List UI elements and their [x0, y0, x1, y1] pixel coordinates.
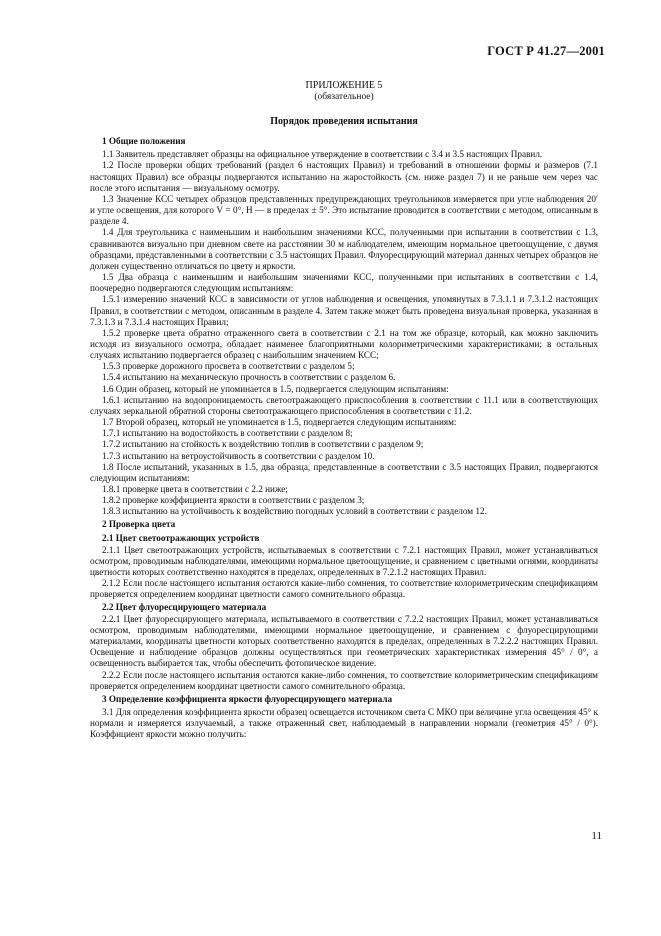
paragraph: 1.6.1 испытанию на водопроницаемость светоотражающего приспособления в соответствии с 11.1 или в соответствующих случаях зеркальной обратной стороны светоотражающего приспособления в соответствии с 11.2. [90, 394, 598, 416]
paragraph: 3.1 Для определения коэффициента яркости образец освещается источником света C МКО при величине угла освещения 45° к нормали и измеряется излучаемый, а также отраженный свет, наблюдаемый в направлении нормали (геометрия 45° / 0°). Коэффициент яркости можно получить: [90, 706, 598, 740]
paragraph: 2.2.1 Цвет флуоресцирующего материала, испытываемого в соответствии с 7.2.2 настоящих Правил, может устанавливаться осмотром, проводимым наблюдателями, имеющими нормальное цветоощущение, и сравнением с флуоресцирующими материалами, координаты цветности которых соответственно находятся в пределах, определенных в 7.2.2.2 настоящих Правил. Освещение и наблюдение образцов должны осуществляться при геометрических характеристиках измерения 45° / 0°, а освещенность выбирается так, чтобы обеспечить фотопическое видение. [90, 613, 598, 669]
paragraph: 1.8.2 проверке коэффициента яркости в соответствии с разделом 3; [102, 495, 365, 506]
subheading-retroreflector-color: 2.1 Цвет светоотражающих устройств [102, 532, 260, 543]
paragraph: 1.4 Для треугольника с наименьшим и наибольшим значениями КСС, полученными при испытании в соответствии с 1.3, сравниваются визуально при дневном свете на расстоянии 30 м наблюдателем, имеющим нормальное цветоощущение, с двумя образцами, представленными в соответствии с 3.5 настоящих Правил. Флуоресцирующий материал данных четырех образцов не должен существенно отличаться по цвету и яркости. [90, 227, 598, 271]
paragraph: 1.5.4 испытанию на механическую прочность в соответствии с разделом 6. [102, 372, 396, 383]
heading-luminance-factor: 3 Определение коэффициента яркости флуоресцирующего материала [102, 693, 393, 704]
paragraph: 1.7 Второй образец, который не упоминается в 1.5, подвергается следующим испытаниям: [102, 417, 457, 428]
document-header: ГОСТ Р 41.27—2001 [487, 44, 605, 58]
paragraph: 1.8.1 проверке цвета в соответствии с 2.2 ниже; [102, 484, 288, 494]
paragraph: 1.7.3 испытанию на ветроустойчивость в соответствии с разделом 10. [102, 450, 375, 461]
heading-general: 1 Общие положения [102, 136, 186, 147]
paragraph: 2.1.1 Цвет светоотражающих устройств, испытываемых в соответствии с 7.2.1 настоящих Правил, может устанавливаться осмотром, проводимым наблюдателями, имеющими нормальное цветоощущение, и сравнением с цветными огнями, координаты цветности которых соответственно находятся в пределах, определенных в 7.2.1.2 настоящих Правил. [90, 544, 598, 578]
appendix-title: ПРИЛОЖЕНИЕ 5 [305, 80, 383, 91]
page-number: 11 [591, 830, 602, 842]
page-content [90, 80, 598, 740]
paragraph: 1.7.2 испытанию на стойкость к воздействию топлив в соответствии с разделом 9; [102, 439, 424, 450]
paragraph: 1.5.2 проверке цвета обратно отраженного света в соответствии с 2.1 на том же образце, который, как можно заключить исходя из визуального осмотра, обладает наименее благоприятными колориметрическими характеристиками; в остальных случаях испытанию подвергается образец с наибольшим значением КСС; [90, 327, 598, 361]
appendix-subtitle: (обязательное) [314, 92, 374, 102]
paragraph: 1.5.3 проверке дорожного просвета в соответствии с разделом 5; [102, 361, 355, 372]
heading-color-check: 2 Проверка цвета [102, 519, 176, 530]
paragraph: 1.8.3 испытанию на устойчивость к воздействию погодных условий в соответствии с разделом 12. [102, 506, 487, 517]
paragraph: 1.1 Заявитель представляет образцы на официальное утверждение в соответствии с 3.4 и 3.5 настоящих Правил. [102, 149, 543, 160]
paragraph: 1.3 Значение КСС четырех образцов представленных предупреждающих треугольников измеряется при угле наблюдения 20′ и угле освещения, для которого V = 0°, H — в пределах ± 5°. Это испытание проводится в соответствии с методом, описанным в разделе 4. [90, 193, 598, 227]
paragraph: 1.7.1 испытанию на водостойкость в соответствии с разделом 8; [102, 428, 353, 439]
paragraph: 1.8 После испытаний, указанных в 1.5, два образца, представленные в соответствии с 3.5 настоящих Правил, подвергаются следующим испытаниям: [90, 461, 598, 483]
paragraph: 1.2 После проверки общих требований (раздел 6 настоящих Правил) и требований в отношении формы и размеров (7.1 настоящих Правил) все образцы подвергаются испытанию на жаростойкость (см. ниже раздел 7) и не раньше чем через час после этого испытания — визуальному осмотру. [90, 160, 598, 193]
subheading-fluorescent-color: 2.2 Цвет флуоресцирующего материала [102, 601, 267, 612]
paragraph: 1.5.1 измерению значений КСС в зависимости от углов наблюдения и освещения, упомянутых в 7.3.1.1 и 7.3.1.2 настоящих Правил, в соответствии с методом, описанным в разделе 4. Затем также может быть проведена визуальная проверка, указанная в 7.3.1.3 и 7.3.1.4 настоящих Правил; [90, 294, 598, 327]
paragraph: 2.1.2 Если после настоящего испытания остаются какие-либо сомнения, то соответствие колориметрическим спецификациям проверяется определением координат цветности самого сомнительного образца. [90, 578, 598, 600]
section-title: Порядок проведения испытания [270, 116, 418, 127]
paragraph: 1.6 Один образец, который не упоминается в 1.5, подвергается следующим испытаниям: [102, 383, 449, 394]
paragraph: 1.5 Два образца с наименьшим и наибольшим значениями КСС, полученными при испытаниях в соответствии с 1.4, поочередно подвергаются следующим испытаниям: [90, 272, 598, 294]
paragraph: 2.2.2 Если после настоящего испытания остаются какие-либо сомнения, то соответствие колориметрическим спецификациям проверяется определением координат цветности самого сомнительного образца. [90, 669, 598, 691]
